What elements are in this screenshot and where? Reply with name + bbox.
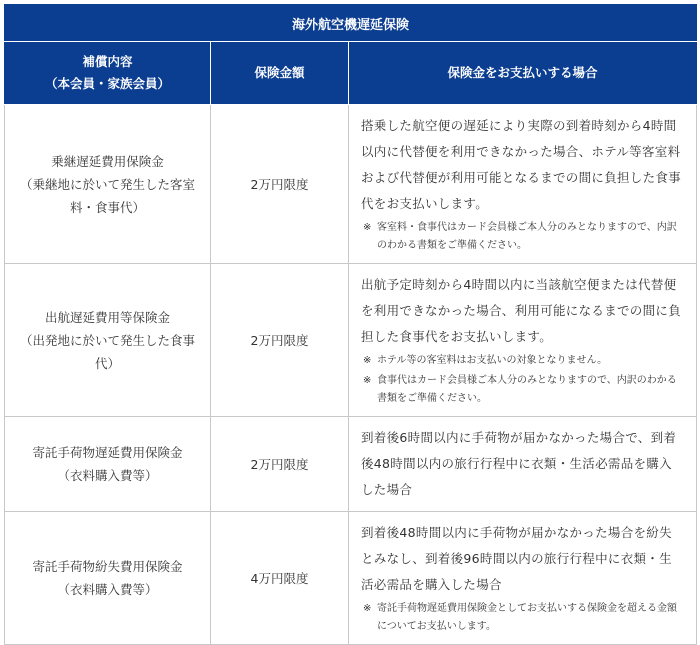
note-mark: ※ [363, 603, 372, 614]
coverage-description: 到着後6時間以内に手荷物が届かなかった場合で、到着後48時間以内の旅行行程中に衣類・生活必需品を購入した場合 [361, 430, 677, 497]
coverage-amount: 2万円限度 [211, 105, 349, 264]
coverage-description-cell [349, 264, 697, 417]
table-title: 海外航空機遅延保険 [5, 5, 697, 42]
coverage-description: 出航予定時刻から4時間以内に当該航空便または代替便を利用できなかった場合、利用可能になるまでの間に負担した食事代をお支払いします。 [361, 277, 682, 344]
coverage-sub-line2: 料・食事代） [69, 199, 145, 215]
coverage-name-cell [5, 264, 211, 417]
note-text: ホテル等の客室料はお支払いの対象となりません。 [377, 355, 608, 366]
header-coverage-line1: 補償内容 [82, 54, 133, 69]
insurance-table [4, 4, 697, 645]
coverage-description-cell [349, 105, 697, 264]
header-coverage [5, 42, 211, 105]
note-text: 寄託手荷物遅延費用保険金としてお支払いする保険金を超える金額についてお支払いします。 [377, 603, 677, 632]
coverage-sub-line2: 代） [94, 355, 120, 371]
header-payment-conditions: 保険金をお支払いする場合 [349, 42, 697, 105]
coverage-description-cell [349, 512, 697, 645]
coverage-description-cell [349, 417, 697, 512]
table-row [5, 417, 697, 512]
coverage-note [361, 600, 684, 636]
coverage-name-cell [5, 512, 211, 645]
table-row [5, 264, 697, 417]
coverage-sub-line1: （衣料購入費等） [57, 468, 158, 483]
coverage-sub-line1: （出発地に於いて発生した食事 [19, 332, 195, 348]
coverage-description: 到着後48時間以内に手荷物が届かなかった場合を紛失とみなし、到着後96時間以内の旅行行程中に衣類・生活必需品を購入した場合 [361, 525, 672, 592]
coverage-name: 出航遅延費用等保険金 [44, 309, 170, 325]
coverage-description: 搭乗した航空便の遅延により実際の到着時刻から4時間以内に代替便を利用できなかった場合、ホテル等客室料および代替便が利用可能となるまでの間に負担した食事代をお支払いします。 [361, 118, 682, 211]
note-mark: ※ [363, 375, 372, 386]
note-text: 客室料・食事代はカード会員様ご本人分のみとなりますので、内訳のわかる書類をご準備ください。 [377, 222, 677, 251]
header-coverage-line2: （本会員・家族会員） [44, 76, 170, 91]
coverage-note [361, 352, 684, 370]
note-mark: ※ [363, 355, 372, 366]
coverage-note [361, 372, 684, 408]
coverage-name: 寄託手荷物遅延費用保険金 [32, 445, 183, 460]
note-mark: ※ [363, 222, 372, 233]
coverage-name: 乗継遅延費用保険金 [51, 153, 164, 169]
header-amount: 保険金額 [211, 42, 349, 105]
table-row [5, 105, 697, 264]
coverage-name: 寄託手荷物紛失費用保険金 [32, 559, 183, 574]
coverage-amount: 2万円限度 [211, 417, 349, 512]
note-text: 食事代はカード会員様ご本人分のみとなりますので、内訳のわかる書類をご準備ください。 [377, 375, 677, 404]
coverage-amount: 2万円限度 [211, 264, 349, 417]
coverage-note [361, 219, 684, 255]
table-row [5, 512, 697, 645]
coverage-sub-line1: （乗継地に於いて発生した客室 [19, 176, 195, 192]
coverage-name-cell [5, 105, 211, 264]
coverage-amount: 4万円限度 [211, 512, 349, 645]
coverage-sub-line1: （衣料購入費等） [57, 582, 158, 597]
coverage-name-cell [5, 417, 211, 512]
